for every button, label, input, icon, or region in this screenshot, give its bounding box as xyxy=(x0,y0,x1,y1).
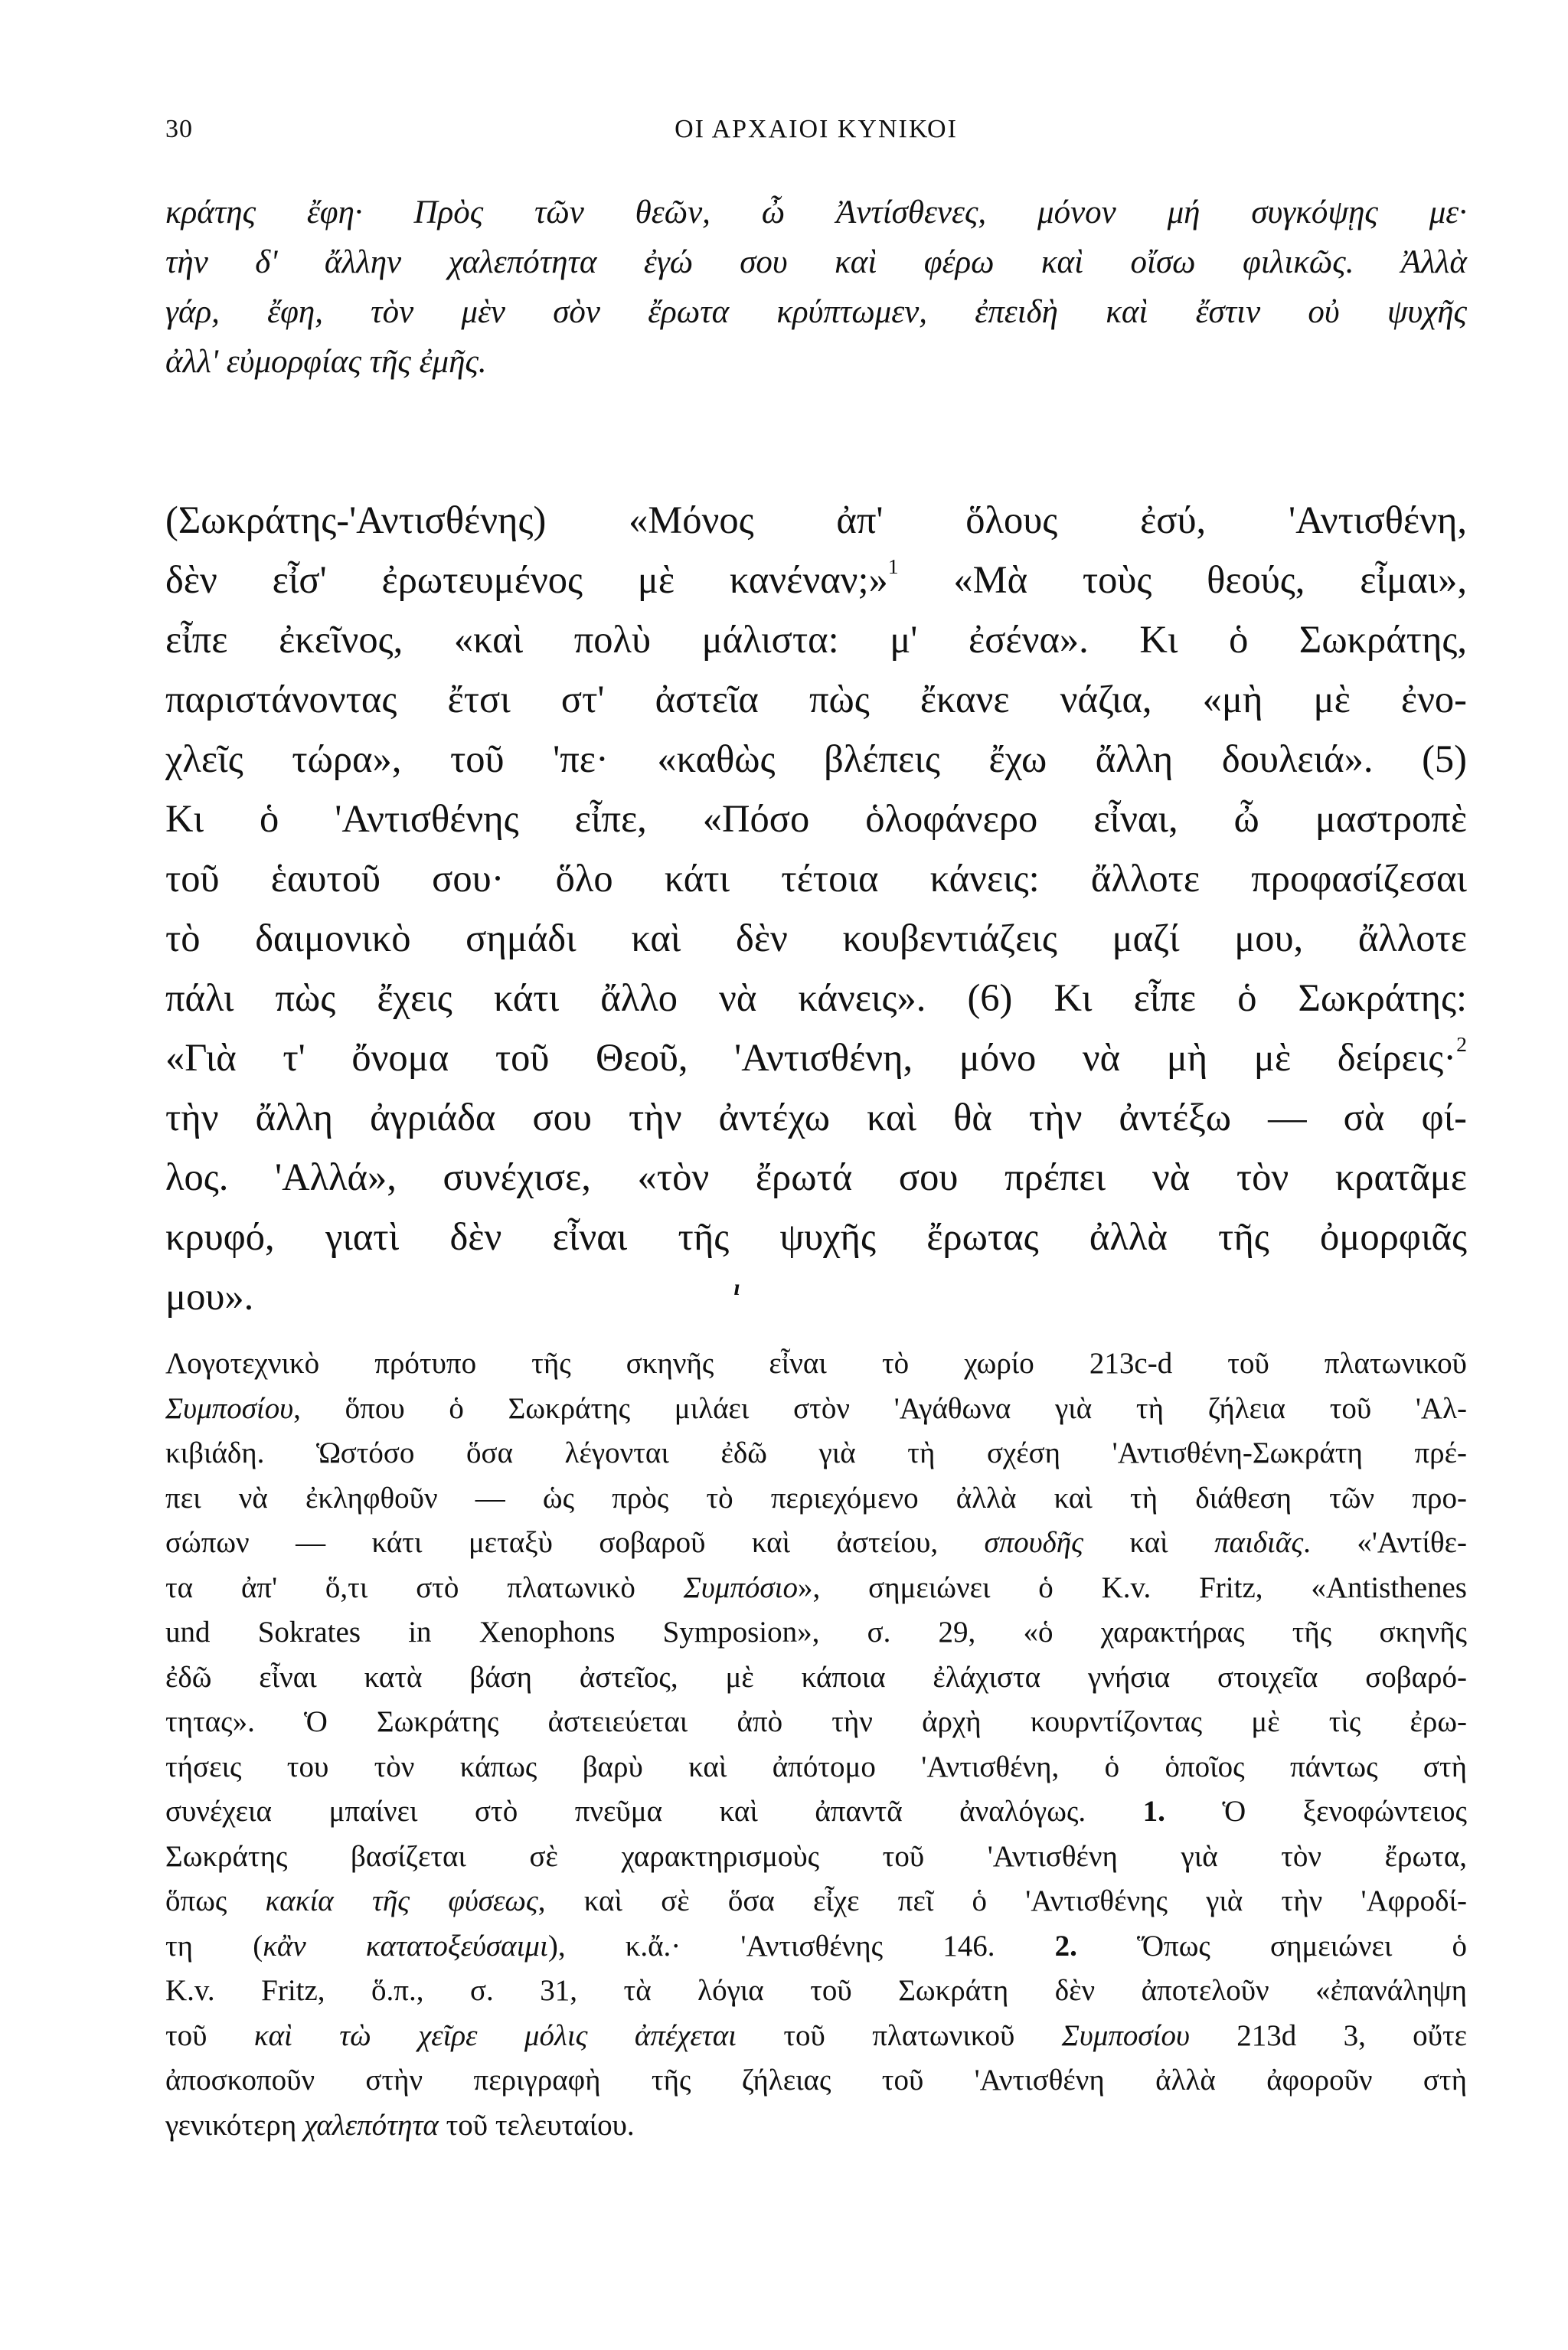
note-segment: . «'Αντίθε- xyxy=(1303,1526,1467,1559)
text-line: τοῦ ἑαυτοῦ σου· ὅλο κάτι τέτοια κάνεις: ἄλλοτε προφασίζεσαι xyxy=(165,857,1467,900)
page-number: 30 xyxy=(165,115,193,143)
note-segment: τοῦ πλατωνικοῦ xyxy=(737,2018,1062,2052)
quote-line: κράτης ἔφη· Πρὸς τῶν θεῶν, ὦ Ἀντίσθενες, μόνον μή συγκόψῃς με· xyxy=(165,194,1467,230)
note-segment: τοῦ xyxy=(165,2018,254,2052)
note-line: und Sokrates in Xenophons Symposion», σ. 29, «ὁ χαρακτήρας τῆς σκηνῆς xyxy=(165,1616,1467,1649)
footnotes xyxy=(165,1342,1467,2148)
greek-quote xyxy=(165,188,1467,387)
text-line: (Σωκράτης-'Αντισθένης) «Μόνος ἀπ' ὅλους ἐσύ, 'Αντισθένη, xyxy=(165,498,1467,541)
text-line: Κι ὁ 'Αντισθένης εἶπε, «Πόσο ὁλοφάνερο εἶναι, ὦ μαστροπὲ xyxy=(165,797,1467,840)
note-segment: , καὶ σὲ ὅσα εἶχε πεῖ ὁ 'Αντισθένης γιὰ τὴν 'Αφροδί- xyxy=(537,1884,1467,1917)
note-segment: Ὁ ξενοφώντειος xyxy=(1165,1795,1467,1828)
note-segment: ὅπως xyxy=(165,1884,266,1917)
text-line: εἶπε ἐκεῖνος, «καὶ πολὺ μάλιστα: μ' ἐσένα». Κι ὁ Σωκράτης, xyxy=(165,618,1467,661)
italic-quote: καὶ τὼ χεῖρε μόλις ἀπέχεται xyxy=(253,2018,737,2052)
note-line xyxy=(165,2103,1467,2149)
running-title: ΟΙ ΑΡΧΑΙΟΙ ΚΥΝΙΚΟΙ xyxy=(675,115,958,143)
italic-term: σπουδῆς xyxy=(984,1526,1083,1559)
note-segment: , ὅπου ὁ Σωκράτης μιλάει στὸν 'Αγάθωνα γιὰ τὴ ζήλεια τοῦ 'Αλ- xyxy=(293,1391,1467,1425)
italic-term: κακία τῆς φύσεως xyxy=(265,1884,538,1917)
note-segment: τα ἀπ' ὅ,τι στὸ πλατωνικὸ xyxy=(165,1570,684,1604)
note-segment: », σημειώνει ὁ K.v. Fritz, «Antisthenes xyxy=(797,1570,1467,1604)
text-line: τὸ δαιμονικὸ σημάδι καὶ δὲν κουβεντιάζεις μαζί μου, ἄλλοτε xyxy=(165,917,1467,959)
italic-title: Συμπόσιο xyxy=(683,1570,798,1604)
text-line: κρυφό, γιατὶ δὲν εἶναι τῆς ψυχῆς ἔρωτας ἀλλὰ τῆς ὀμορφιᾶς xyxy=(165,1215,1467,1258)
text-segment: «Γιὰ τ' ὄνομα τοῦ Θεοῦ, 'Αντισθένη, μόνο νὰ μὴ μὲ δείρεις· xyxy=(165,1036,1457,1079)
quote-line: ἀλλ' εὐμορφίας τῆς ἐμῆς. xyxy=(165,344,487,380)
text-segment: «Μὰ τοὺς θεούς, εἶμαι», xyxy=(898,558,1467,601)
footnote-ref: 2 xyxy=(1456,1033,1467,1057)
note-line: κιβιάδη. Ὡστόσο ὅσα λέγονται ἐδῶ γιὰ τὴ σχέση 'Αντισθένη-Σωκράτη πρέ- xyxy=(165,1436,1467,1469)
italic-term: χαλεπότητα xyxy=(304,2108,439,2142)
note-line: Λογοτεχνικὸ πρότυπο τῆς σκηνῆς εἶναι τὸ χωρίο 213c-d τοῦ πλατωνικοῦ xyxy=(165,1347,1467,1380)
italic-term: κἂν κατατοξεύσαιμι xyxy=(263,1929,548,1963)
italic-term: παιδιᾶς xyxy=(1214,1526,1304,1559)
note-segment: 213d 3, οὔτε xyxy=(1189,2018,1468,2052)
text-line: χλεῖς τώρα», τοῦ 'πε· «καθὼς βλέπεις ἔχω ἄλλη δουλειά». (5) xyxy=(165,737,1467,780)
page-header xyxy=(165,115,1467,145)
text-line: τὴν ἄλλη ἀγριάδα σου τὴν ἀντέχω καὶ θὰ τὴν ἀντέξω — σὰ φί- xyxy=(165,1096,1467,1139)
note-line xyxy=(165,1879,1467,1924)
text-segment: δὲν εἶσ' ἐρωτευμένος μὲ κανέναν;» xyxy=(165,558,888,601)
note-segment: ), κ.ἄ.· 'Αντισθένης 146. xyxy=(547,1929,1055,1963)
note-segment: συνέχεια μπαίνει στὸ πνεῦμα καὶ ἀπαντᾶ ἀναλόγως. xyxy=(165,1795,1143,1828)
quote-line: γάρ, ἔφη, τὸν μὲν σὸν ἔρωτα κρύπτωμεν, ἐπειδὴ καὶ ἔστιν οὐ ψυχῆς xyxy=(165,294,1467,330)
note-segment: καὶ xyxy=(1083,1526,1215,1559)
quote-line: τὴν δ' ἄλλην χαλεπότητα ἐγώ σου καὶ φέρω καὶ οἴσω φιλικῶς. Ἀλλὰ xyxy=(165,244,1467,280)
note-segment: τη ( xyxy=(165,1929,263,1963)
note-line: Σωκράτης βασίζεται σὲ χαρακτηρισμοὺς τοῦ 'Αντισθένη γιὰ τὸν ἔρωτα, xyxy=(165,1839,1467,1873)
text-line: πάλι πὼς ἔχεις κάτι ἄλλο νὰ κάνεις». (6) Κι εἶπε ὁ Σωκράτης: xyxy=(165,976,1467,1019)
note-line: τητας». Ὁ Σωκράτης ἀστειεύεται ἀπὸ τὴν ἀρχὴ κουρντίζοντας μὲ τὶς ἐρω- xyxy=(165,1705,1467,1738)
note-line: τήσεις του τὸν κάπως βαρὺ καὶ ἀπότομο 'Αντισθένη, ὁ ὁποῖος πάντως στὴ xyxy=(165,1750,1467,1783)
note-segment: Ὅπως σημειώνει ὁ xyxy=(1076,1929,1467,1963)
note-line xyxy=(165,1521,1467,1566)
text-line xyxy=(165,1028,1467,1087)
text-line: μου». xyxy=(165,1275,254,1318)
italic-title: Συμποσίου xyxy=(1061,2018,1190,2052)
note-number: 2. xyxy=(1054,1929,1077,1963)
note-line: πει νὰ ἐκληφθοῦν — ὡς πρὸς τὸ περιεχόμενο ἀλλὰ καὶ τὴ διάθεση τῶν προ- xyxy=(165,1481,1467,1515)
translation-text xyxy=(165,490,1467,1326)
note-line xyxy=(165,1387,1467,1432)
note-number: 1. xyxy=(1142,1795,1165,1828)
stray-mark: ɪ xyxy=(733,1275,740,1300)
note-segment: τοῦ τελευταίου. xyxy=(438,2108,635,2142)
note-segment: γενικότερη xyxy=(165,2108,305,2142)
note-line xyxy=(165,1789,1467,1835)
italic-title: Συμποσίου xyxy=(165,1391,294,1425)
note-line xyxy=(165,1566,1467,1611)
footnote-ref: 1 xyxy=(887,555,899,580)
text-line: παριστάνοντας ἔτσι στ' ἀστεῖα πὼς ἔκανε νάζια, «μὴ μὲ ἐνο- xyxy=(165,678,1467,721)
note-line: ἐδῶ εἶναι κατὰ βάση ἀστεῖος, μὲ κάποια ἐλάχιστα γνήσια στοιχεῖα σοβαρό- xyxy=(165,1660,1467,1694)
text-line: λος. 'Αλλά», συνέχισε, «τὸν ἔρωτά σου πρέπει νὰ τὸν κρατᾶμε xyxy=(165,1155,1467,1198)
note-line: ἀποσκοποῦν στὴν περιγραφὴ τῆς ζήλειας τοῦ 'Αντισθένη ἀλλὰ ἀφοροῦν στὴ xyxy=(165,2064,1467,2097)
note-line: K.v. Fritz, ὅ.π., σ. 31, τὰ λόγια τοῦ Σωκράτη δὲν ἀποτελοῦν «ἐπανάληψη xyxy=(165,1974,1467,2007)
text-line xyxy=(165,550,1467,610)
note-line xyxy=(165,1924,1467,1969)
note-segment: σώπων — κάτι μεταξὺ σοβαροῦ καὶ ἀστείου, xyxy=(165,1526,985,1559)
note-line xyxy=(165,2014,1467,2059)
